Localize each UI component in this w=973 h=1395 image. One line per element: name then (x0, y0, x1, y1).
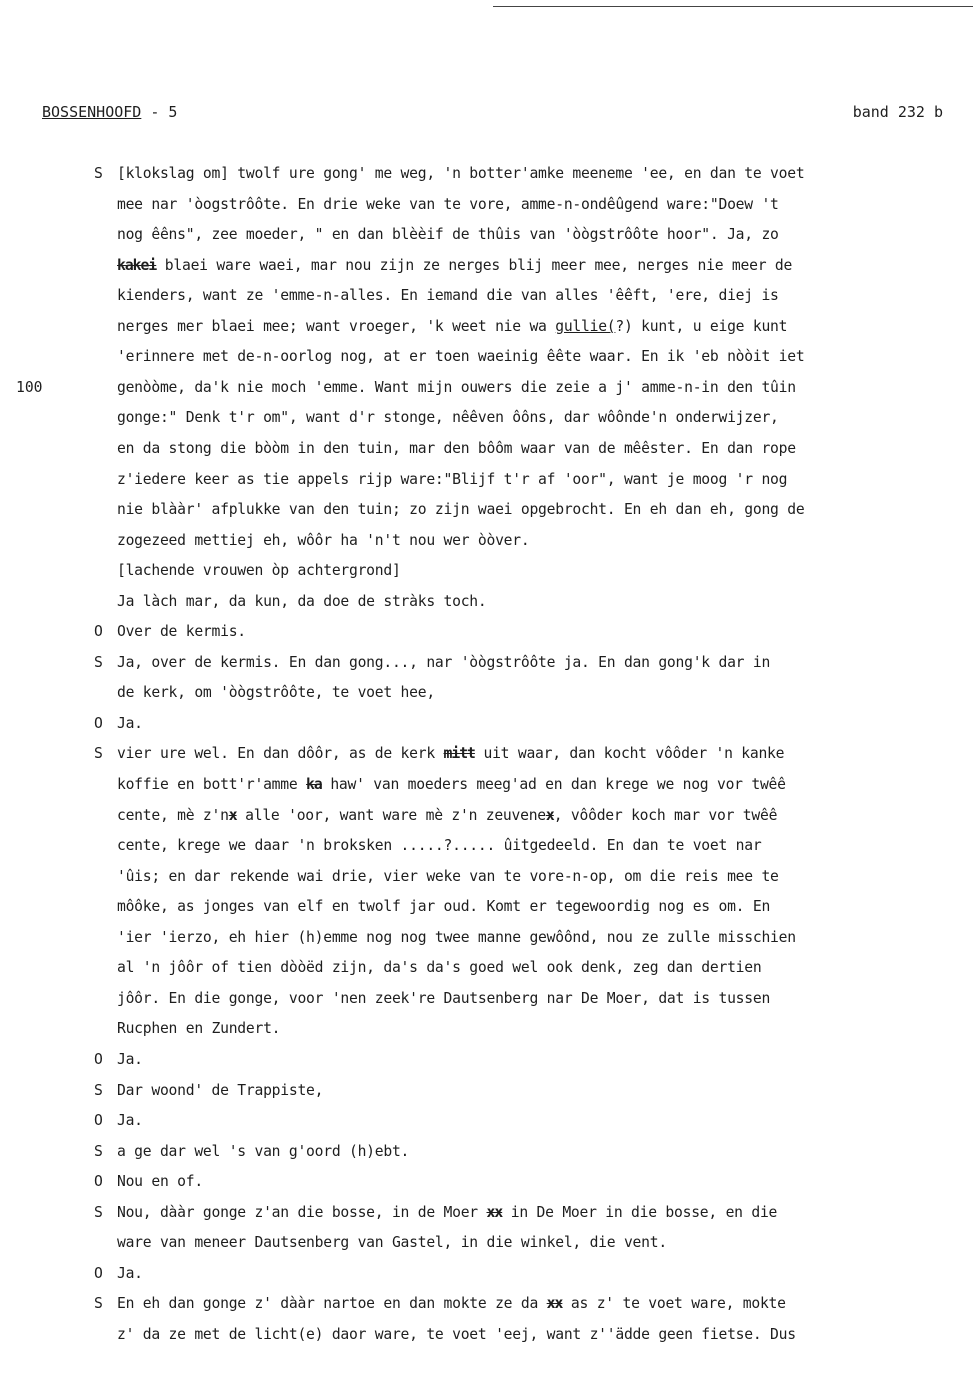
transcript-line: mee nar 'òogstrôôte. En drie weke van te vore, amme-n-ondêûgend ware:"Doew 't (117, 196, 779, 213)
transcript-line: de kerk, om 'òògstrôôte, te voet hee, (117, 684, 435, 701)
speaker-label: O (94, 1265, 103, 1282)
transcript-line: cente, krege we daar 'n broksken .....?..... ûitgedeeld. En dan te voet nar (117, 837, 762, 854)
transcript-line: 'ier 'ierzo, eh hier (h)emme nog nog twee manne gewôônd, nou ze zulle misschien (117, 929, 796, 946)
transcript-line: [klokslag om] twolf ure gong' me weg, 'n botter'amke meeneme 'ee, en dan te voet (117, 165, 805, 182)
transcript-line: Rucphen en Zundert. (117, 1020, 281, 1037)
transcript-line: z'iedere keer as tie appels rijp ware:"Blijf t'r af 'oor", want je moog 'r nog (117, 471, 788, 488)
transcript-line: kienders, want ze 'emme-n-alles. En iemand die van alles 'êêft, 'ere, diej is (117, 287, 779, 304)
struck-out-text: x (228, 807, 237, 824)
speaker-label: O (94, 715, 103, 732)
transcript-line: kakei blaei ware waei, mar nou zijn ze nerges blij meer mee, nerges nie meer de (117, 257, 793, 274)
transcript-line: môôke, as jonges van elf en twolf jar oud. Komt er tegewoordig nog es om. En (117, 898, 771, 915)
top-rule (493, 6, 973, 7)
speaker-label: O (94, 1112, 103, 1129)
transcript-line: gonge:" Denk t'r om", want d'r stonge, nêêven ôôns, dar wôônde'n onderwijzer, (117, 409, 779, 426)
speaker-label: S (94, 165, 103, 182)
transcript-line: vier ure wel. En dan dôôr, as de kerk mitt uit waar, dan kocht vôôder 'n kanke (117, 745, 785, 762)
transcript-line: a ge dar wel 's van g'oord (h)ebt. (117, 1143, 410, 1160)
struck-out-text: x (545, 807, 554, 824)
page-header-left (42, 103, 177, 121)
transcript-line: Ja. (117, 715, 143, 732)
transcript-line: Ja. (117, 1051, 143, 1068)
page-title: BOSSENHOOFD (42, 103, 142, 121)
transcript-line: Ja, over de kermis. En dan gong..., nar 'òògstrôôte ja. En dan gong'k dar in (117, 654, 771, 671)
transcript-line: en da stong die bòòm in den tuin, mar den bôôm waar van de mêêster. En dan rope (117, 440, 796, 457)
transcript-line: Nou, dààr gonge z'an die bosse, in de Moer xx in De Moer in die bosse, en die (117, 1204, 778, 1221)
speaker-label: S (94, 654, 103, 671)
underlined-word: gullie( (555, 318, 616, 335)
transcript-line: cente, mè z'nx alle 'oor, want ware mè z'n zeuvenex, vôôder koch mar vor twêê (117, 807, 778, 824)
transcript-line: 'erinnere met de-n-oorlog nog, at er toen waeinig êête waar. En ik 'eb nòòit iet (117, 348, 805, 365)
transcript-line: Over de kermis. (117, 623, 246, 640)
transcript-line: Ja làch mar, da kun, da doe de stràks toch. (117, 593, 487, 610)
transcript-line: z' da ze met de licht(e) daor ware, te voet 'eej, want z''ädde geen fietse. Dus (117, 1326, 796, 1343)
transcript-line: En eh dan gonge z' dààr nartoe en dan mokte ze da xx as z' te voet ware, mokte (117, 1295, 786, 1312)
transcript-line: jôôr. En die gonge, voor 'nen zeek're Dautsenberg nar De Moer, dat is tussen (117, 990, 771, 1007)
transcript-line: Ja. (117, 1112, 143, 1129)
transcript-line: nerges mer blaei mee; want vroeger, 'k weet nie wa gullie(?) kunt, u eige kunt (117, 318, 788, 335)
struck-out-text: xx (546, 1295, 563, 1312)
transcript-line: ware van meneer Dautsenberg van Gastel, in die winkel, die vent. (117, 1234, 667, 1251)
transcript-line: al 'n jôôr of tien dòòëd zijn, da's da's goed wel ook denk, zeg dan dertien (117, 959, 762, 976)
transcript-line: nog êêns", zee moeder, " en dan blèèif de thûis van 'òògstrôôte hoor". Ja, zo (117, 226, 779, 243)
speaker-label: S (94, 1082, 103, 1099)
transcript-line: genòòme, da'k nie moch 'emme. Want mijn ouwers die zeie a j' amme-n-in den tûin (117, 379, 796, 396)
transcript-line: 'ûis; en dar rekende wai drie, vier weke van te vore-n-op, om die reis mee te (117, 868, 779, 885)
tape-reference: band 232 b (852, 103, 943, 121)
struck-out-text: ka (306, 776, 322, 793)
transcript-line: Ja. (117, 1265, 143, 1282)
speaker-label: S (94, 1143, 103, 1160)
page-number: - 5 (141, 103, 178, 121)
speaker-label: S (94, 1295, 103, 1312)
speaker-label: O (94, 1051, 103, 1068)
struck-out-text: mitt (443, 745, 475, 762)
transcript-line: nie blààr' afplukke van den tuin; zo zijn waei opgebrocht. En eh dan eh, gong de (117, 501, 805, 518)
struck-out-text: xx (486, 1204, 503, 1221)
speaker-label: O (94, 1173, 103, 1190)
transcript-line: zogezeed mettiej eh, wôôr ha 'n't nou wer òòver. (117, 532, 530, 549)
struck-out-text: kakei (117, 257, 157, 274)
speaker-label: S (94, 1204, 103, 1221)
speaker-label: S (94, 745, 103, 762)
transcript-line: Nou en of. (117, 1173, 203, 1190)
speaker-label: O (94, 623, 103, 640)
line-number: 100 (16, 379, 43, 396)
transcript-line: [lachende vrouwen òp achtergrond] (117, 562, 401, 579)
transcript-line: Dar woond' de Trappiste, (117, 1082, 324, 1099)
transcript-line: koffie en bott'r'amme ka haw' van moeders meeg'ad en dan krege we nog vor twêê (117, 776, 786, 793)
